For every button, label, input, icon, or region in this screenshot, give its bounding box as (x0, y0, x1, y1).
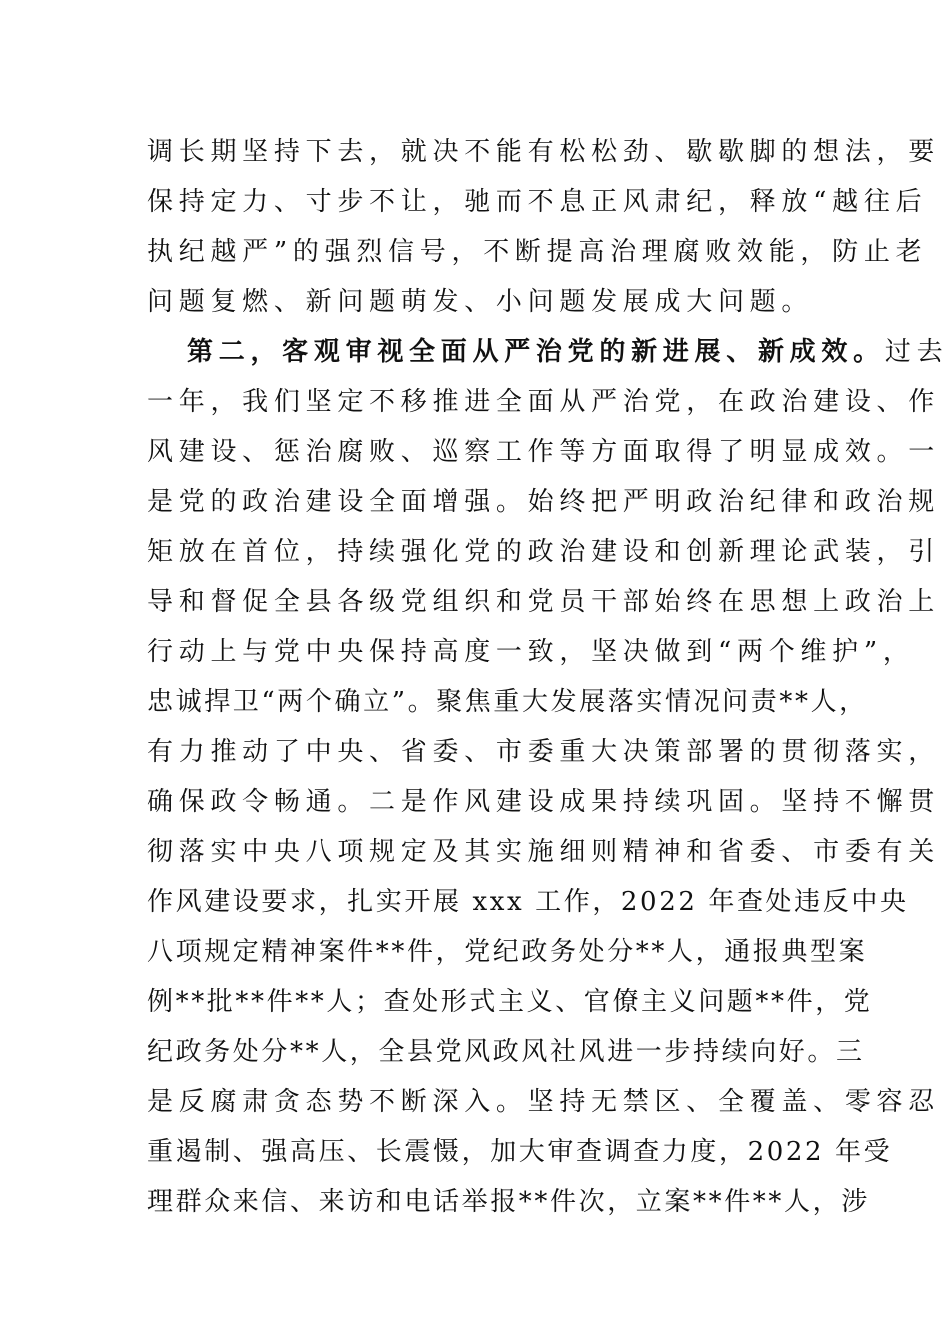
para1-line-4: 问题复燃、新问题萌发、小问题发展成大问题。 (147, 287, 814, 317)
para1-line-2: 保持定力、寸步不让，驰而不息正风肃纪，释放“越往后 (147, 187, 928, 217)
para2-line-8: 有力推动了中央、省委、市委重大决策部署的贯彻落实， (147, 737, 941, 767)
para2-line-3: 是党的政治建设全面增强。始终把严明政治纪律和政治规 (147, 487, 941, 517)
para2-line-7: 忠诚捍卫“两个确立”。聚焦重大发展落实情况问责**人， (147, 687, 868, 717)
section-heading: 第二，客观审视全面从严治党的新进展、新成效。 (187, 337, 885, 367)
para2-line-10: 彻落实中央八项规定及其实施细则精神和省委、市委有关 (147, 837, 941, 867)
para2-line-12: 八项规定精神案件**件，党纪政务处分**人，通报典型案 (147, 937, 868, 967)
para2-line-17: 理群众来信、来访和电话举报**件次，立案**件**人，涉 (147, 1187, 870, 1217)
para2-line-14: 纪政务处分**人，全县党风政风社风进一步持续向好。三 (147, 1037, 865, 1067)
para2-line-13: 例**批**件**人；查处形式主义、官僚主义问题**件，党 (147, 987, 873, 1017)
para2-line-6: 行动上与党中央保持高度一致，坚决做到“两个维护”， (147, 637, 915, 667)
para2-line-11: 作风建设要求，扎实开展 xxx 工作，2022 年查处违反中央 (147, 887, 909, 917)
para1-line-1: 调长期坚持下去，就决不能有松松劲、歇歇脚的想法，要 (147, 137, 941, 167)
para2-line-9: 确保政令畅通。二是作风建设成果持续巩固。坚持不懈贯 (147, 787, 941, 817)
para2-line-4: 矩放在首位，持续强化党的政治建设和创新理论武装，引 (147, 537, 941, 567)
para2-first-line-rest: 过去 (884, 337, 949, 367)
para2-line-16: 重遏制、强高压、长震慑，加大审查调查力度，2022 年受 (147, 1137, 893, 1167)
para2-line-5: 导和督促全县各级党组织和党员干部始终在思想上政治上 (147, 587, 941, 617)
para2-line-1: 一年，我们坚定不移推进全面从严治党，在政治建设、作 (147, 387, 941, 417)
para2-first-line (187, 326, 949, 378)
para2-line-2: 风建设、惩治腐败、巡察工作等方面取得了明显成效。一 (147, 437, 941, 467)
para1-line-3: 执纪越严”的强烈信号，不断提高治理腐败效能，防止老 (147, 237, 928, 267)
para2-line-15: 是反腐肃贪态势不断深入。坚持无禁区、全覆盖、零容忍 (147, 1087, 941, 1117)
